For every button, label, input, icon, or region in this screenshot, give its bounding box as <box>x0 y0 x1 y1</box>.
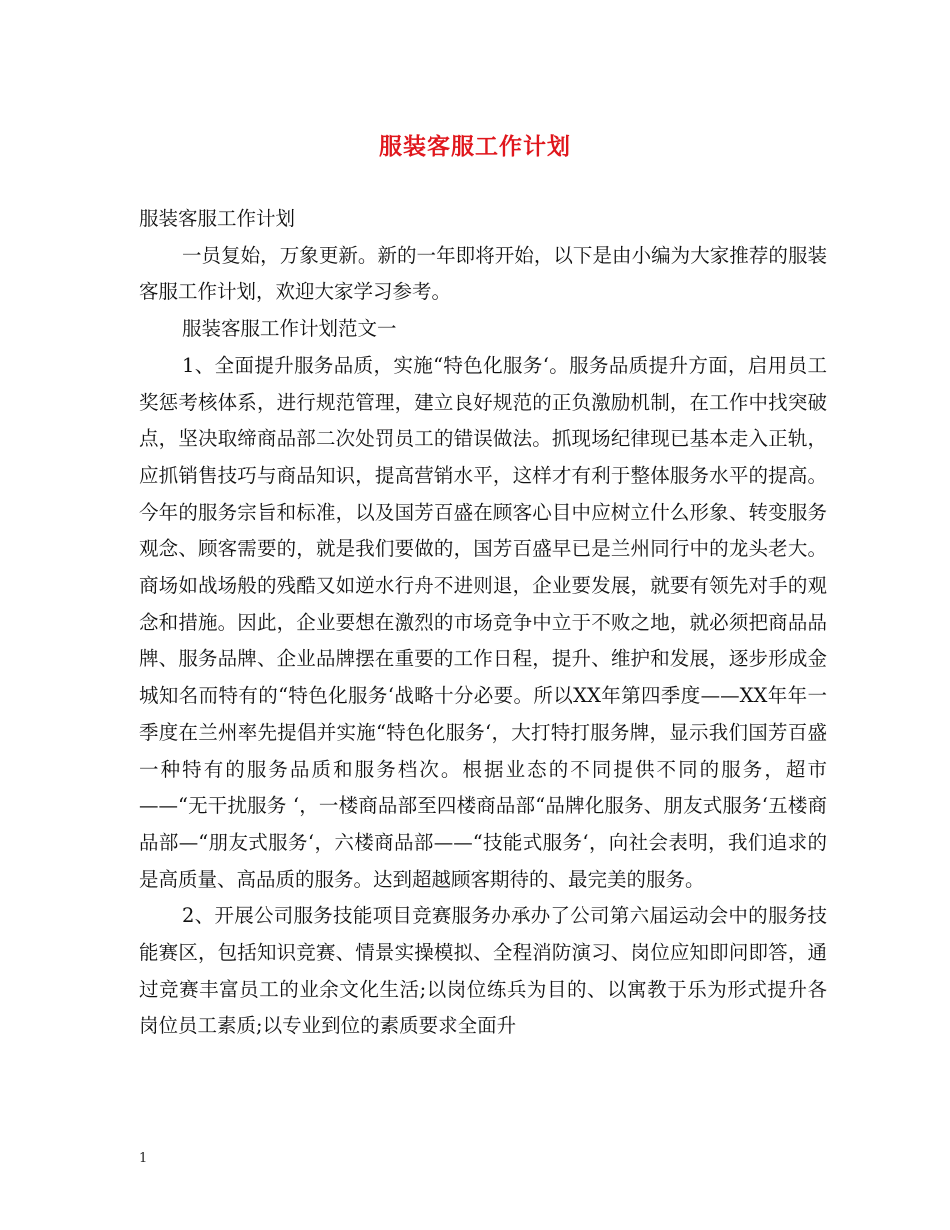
page-number: 1 <box>139 1151 148 1166</box>
subtitle-paragraph: 服装客服工作计划 <box>139 207 296 230</box>
section-heading: 服装客服工作计划范文一 <box>182 317 397 341</box>
body-paragraph: 1、全面提升服务品质，实施“特色化服务‘。服务品质提升方面，启用员工奖惩考核体系，进行规范管理，建立良好规范的正负激励机制，在工作中找突破点，坚决取缔商品部二次处罚员工的错误做法。抓现场纪律现已基本走入正轨，应抓销售技巧与商品知识，提高营销水平，这样才有利于整体服务水平的提高。今年的服务宗旨和标准，以及国芳百盛在顾客心目中应树立什么形象、转变服务观念、顾客需要的，就是我们要做的，国芳百盛早已是兰州同行中的龙头老大。商场如战场般的残酷又如逆水行舟不进则退，企业要发展，就要有领先对手的观念和措施。因此，企业要想在激烈的市场竞争中立于不败之地，就必须把商品品牌、服务品牌、企业品牌摆在重要的工作日程，提升、维护和发展，逐步形成金城知名而特有的“特色化服务‘战略十分必要。所以XX年第四季度——XX年年一季度在兰州率先提倡并实施“特色化服务‘，大打特打服务牌，显示我们国芳百盛一种特有的服务品质和服务档次。根据业态的不同提供不同的服务，超市——“无干扰服务 ‘，一楼商品部至四楼商品部“品牌化服务、朋友式服务‘五楼商品部—“朋友式服务‘，六楼商品部——“技能式服务‘，向社会表明，我们追求的是高质量、高品质的服务。达到超越顾客期待的、最完美的服务。 <box>139 353 827 891</box>
body-paragraph: 2、开展公司服务技能项目竞赛服务办承办了公司第六届运动会中的服务技能赛区，包括知识竞赛、情景实操模拟、全程消防演习、岗位应知即问即答，通过竞赛丰富员工的业余文化生活;以岗位练兵为目的、以寓教于乐为形式提升各岗位员工素质;以专业到位的素质要求全面升 <box>139 904 827 1038</box>
document-body <box>139 201 827 1045</box>
document-title: 服装客服工作计划 <box>379 133 571 160</box>
intro-paragraph: 一员复始，万象更新。新的一年即将开始，以下是由小编为大家推荐的服装客服工作计划，欢迎大家学习参考。 <box>139 243 827 304</box>
